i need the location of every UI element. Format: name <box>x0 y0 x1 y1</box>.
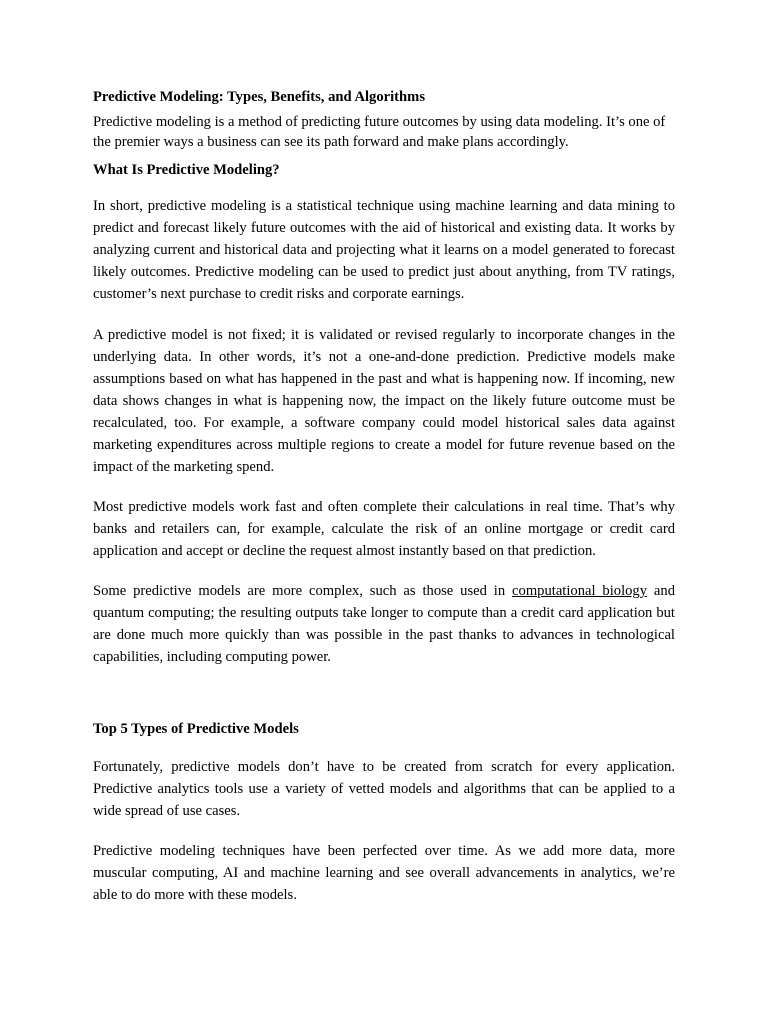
intro-paragraph: Predictive modeling is a method of predicting future outcomes by using data modeling. It’s one of the premier ways a business can see its path forward and make plans accordingly. <box>93 114 666 150</box>
computational-biology-link[interactable]: computational biology <box>512 583 648 599</box>
document-title: Predictive Modeling: Types, Benefits, and Algorithms <box>93 89 425 105</box>
paragraph-complex-models <box>93 580 675 668</box>
paragraph-fortunately: Fortunately, predictive models don’t have to be created from scratch for every application. Predictive analytics tools use a variety of vetted models and algorithms that can be applied to a wide spread of use cases. <box>93 759 675 819</box>
section-heading-what-is: What Is Predictive Modeling? <box>93 162 280 178</box>
paragraph-techniques-perfected: Predictive modeling techniques have been perfected over time. As we add more data, more muscular computing, AI and machine learning and see overall advancements in analytics, we’re able to do more with these models. <box>93 843 675 903</box>
section-heading-top-5-types: Top 5 Types of Predictive Models <box>93 721 299 737</box>
paragraph-definition: In short, predictive modeling is a statistical technique using machine learning and data mining to predict and forecast likely future outcomes with the aid of historical and existing data. It works by analyzing current and historical data and projecting what it learns on a model generated to forecast likely outcomes. Predictive modeling can be used to predict just about anything, from TV ratings, customer’s next purchase to credit risks and corporate earnings. <box>93 198 675 302</box>
document-page <box>93 87 675 906</box>
paragraph-complex-models-text-before: Some predictive models are more complex, such as those used in <box>93 583 513 599</box>
paragraph-real-time: Most predictive models work fast and often complete their calculations in real time. That’s why banks and retailers can, for example, calculate the risk of an online mortgage or credit card application and accept or decline the request almost instantly based on that prediction. <box>93 499 675 559</box>
paragraph-complex-models-text-after: and quantum computing; the resulting outputs take longer to compute than a credit card application but are done much more quickly than was possible in the past thanks to advances in technological capabilities, including computing power. <box>93 583 675 665</box>
paragraph-not-fixed: A predictive model is not fixed; it is validated or revised regularly to incorporate changes in the underlying data. In other words, it’s not a one-and-done prediction. Predictive models make assumptions based on what has happened in the past and what is happening now. If incoming, new data shows changes in what is happening now, the impact on the likely future outcome must be recalculated, too. For example, a software company could model historical sales data against marketing expenditures across multiple regions to create a model for future revenue based on the impact of the marketing spend. <box>93 327 675 475</box>
